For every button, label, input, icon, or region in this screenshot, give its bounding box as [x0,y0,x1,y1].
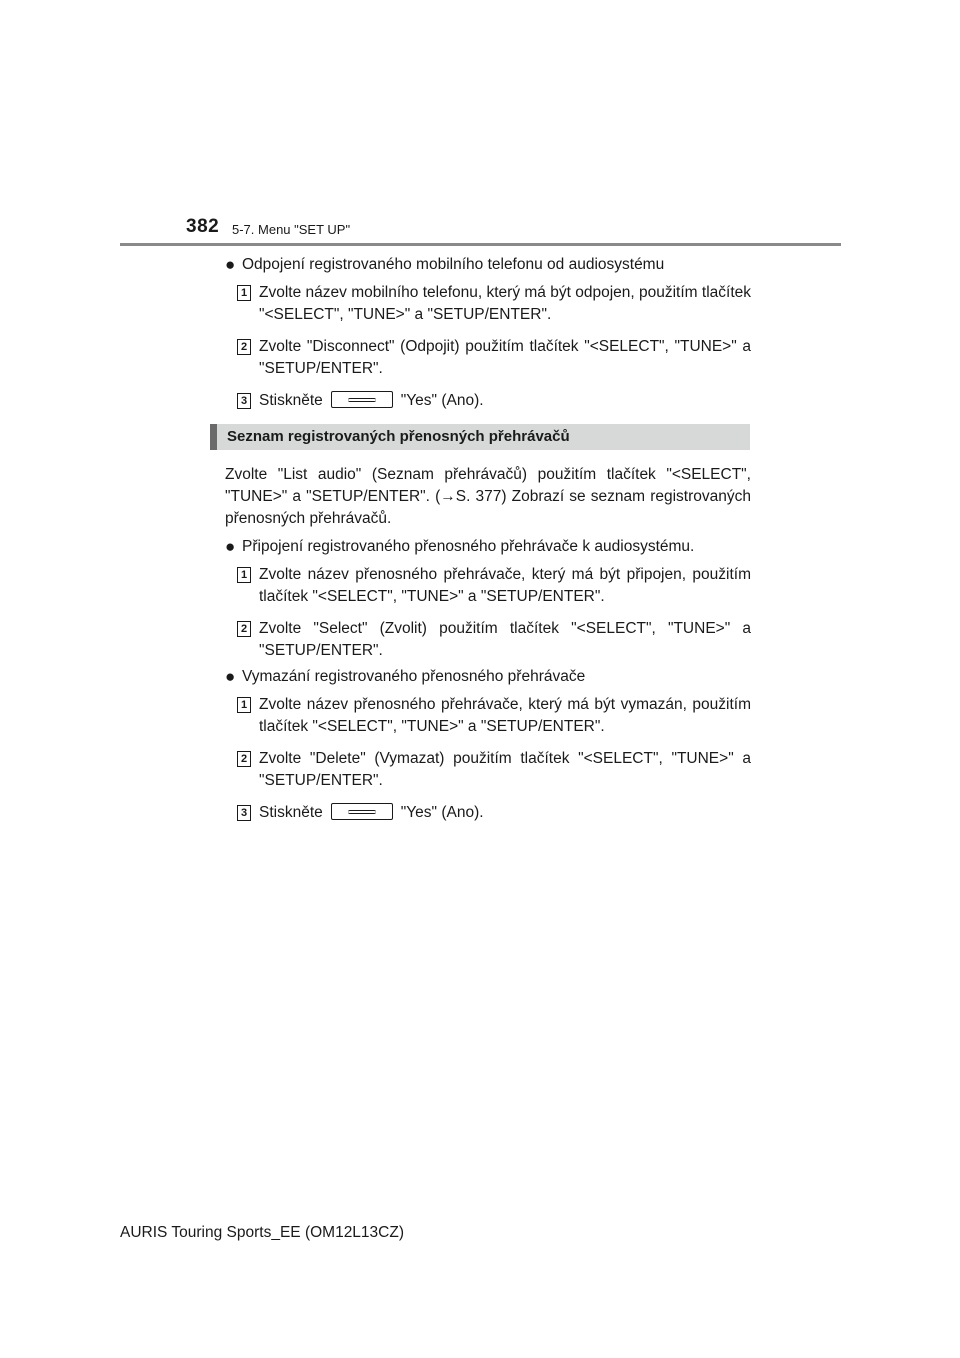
step-number: 1 [237,567,251,583]
step-item [225,694,751,738]
step-item [225,618,751,662]
bullet-text: Připojení registrovaného přenosného přehrávače k audiosystému. [242,538,695,555]
step-item [225,336,751,380]
footer-model: AURIS Touring Sports_EE (OM12L13CZ) [120,1224,404,1241]
bullet-item [225,536,751,558]
step-number: 3 [237,393,251,409]
step-item [225,564,751,608]
step-item [225,748,751,792]
bullet-text: Vymazání registrovaného přenosného přehrávače [242,668,586,685]
bullet-text: Odpojení registrovaného mobilního telefonu od audiosystému [242,256,665,273]
step-item [225,390,751,412]
bullet-item [225,666,751,688]
step-number: 1 [237,697,251,713]
page-number: 382 [186,216,220,237]
step-number: 2 [237,621,251,637]
step-text: Zvolte název přenosného přehrávače, který má být vymazán, použitím tlačítek "<SELECT", "TUNE>" a "SETUP/ENTER". [259,696,751,735]
step-text: Zvolte "Select" (Zvolit) použitím tlačítek "<SELECT", "TUNE>" a "SETUP/ENTER". [259,620,751,659]
step-text: Zvolte název přenosného přehrávače, který má být připojen, použitím tlačítek "<SELECT", "TUNE>" a "SETUP/ENTER". [259,566,751,605]
page-content [225,254,751,834]
step-number: 3 [237,805,251,821]
step-number: 2 [237,751,251,767]
bullet-icon: ● [225,255,236,274]
hang-up-button-icon [331,803,393,820]
step-text: Zvolte "Disconnect" (Odpojit) použitím tlačítek "<SELECT", "TUNE>" a "SETUP/ENTER". [259,338,751,377]
step-item [225,282,751,326]
step-number: 1 [237,285,251,301]
step-text: Zvolte "Delete" (Vymazat) použitím tlačítek "<SELECT", "TUNE>" a "SETUP/ENTER". [259,750,751,789]
bullet-item [225,254,751,276]
step-text-after: "Yes" (Ano). [400,804,484,821]
bullet-icon: ● [225,667,236,686]
section-title: 5-7. Menu "SET UP" [232,222,351,237]
step-item [225,802,751,824]
intro-paragraph: Zvolte "List audio" (Seznam přehrávačů) použitím tlačítek "<SELECT", "TUNE>" a "SETUP/ENTER". (→S. 377) Zobrazí se seznam registrovaných přenosných přehrávačů. [225,466,751,527]
hang-up-button-icon [331,391,393,408]
step-text-before: Stiskněte [259,804,323,821]
step-text-after: "Yes" (Ano). [400,392,484,409]
step-number: 2 [237,339,251,355]
subsection-heading: Seznam registrovaných přenosných přehrávačů [210,424,750,450]
bullet-icon: ● [225,537,236,556]
step-text: Zvolte název mobilního telefonu, který má být odpojen, použitím tlačítek "<SELECT", "TUNE>" a "SETUP/ENTER". [259,284,751,323]
header-rule [120,243,841,246]
step-text-before: Stiskněte [259,392,323,409]
